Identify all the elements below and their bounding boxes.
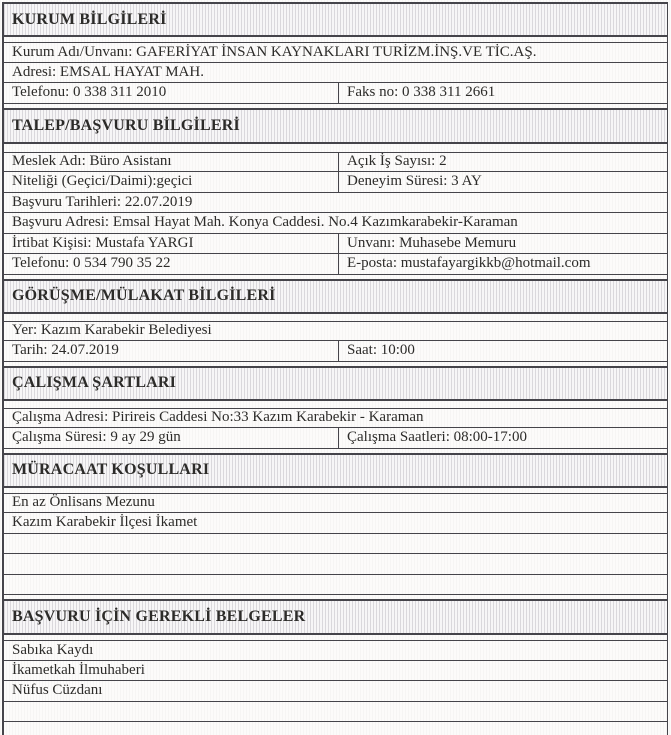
field-meslek-adi: Meslek Adı: Büro Asistanı (4, 153, 339, 172)
table-row (4, 428, 667, 449)
table-row (4, 152, 667, 173)
field-basvuru-tarihleri: Başvuru Tarihleri: 22.07.2019 (12, 193, 193, 210)
field-tarih: Tarih: 24.07.2019 (4, 341, 339, 361)
table-row (4, 83, 667, 104)
field-faks-no: Faks no: 0 338 311 2661 (347, 84, 496, 101)
field-saat: Saat: 10:00 (347, 342, 415, 359)
divider-gap (4, 401, 667, 408)
empty-row (4, 554, 667, 574)
document-item: İkametkah İlmuhaberi (12, 661, 145, 678)
section-title: ÇALIŞMA ŞARTLARI (12, 374, 177, 391)
section-title: GÖRÜŞME/MÜLAKAT BİLGİLERİ (12, 287, 276, 304)
section-header-kurum-bilgileri (4, 2, 667, 37)
section-header-calisma-sartlari (4, 366, 667, 401)
field-deneyim-suresi: Deneyim Süresi: 3 AY (347, 173, 482, 190)
field-kurum-adi-unvani: Kurum Adı/Unvanı: GAFERİYAT İNSAN KAYNAKLARI TURİZM.İNŞ.VE TİC.AŞ. (12, 43, 537, 60)
field-irtibat-kisisi: İrtibat Kişisi: Mustafa YARGI (4, 234, 339, 254)
table-row (4, 193, 667, 214)
document-item: Nüfus Cüzdanı (12, 682, 103, 699)
table-row (4, 640, 667, 661)
field-yer: Yer: Kazım Karabekir Belediyesi (12, 322, 212, 339)
field-adresi: Adresi: EMSAL HAYAT MAH. (12, 63, 204, 80)
table-row (4, 63, 667, 84)
section-header-basvuru-gerekli-belgeler (4, 599, 667, 635)
table-row (4, 234, 667, 255)
table-row (4, 172, 667, 193)
table-row (4, 661, 667, 682)
requirement-item: En az Önlisans Mezunu (12, 494, 155, 511)
section-header-muracaat-kosullari (4, 453, 667, 488)
section-header-talep-basvuru-bilgileri (4, 108, 667, 144)
section-title: TALEP/BAŞVURU BİLGİLERİ (12, 116, 240, 134)
table-row-empty (4, 702, 667, 723)
section-header-gorusme-mulakat-bilgileri (4, 279, 667, 314)
field-acik-is-sayisi: Açık İş Sayısı: 2 (347, 153, 447, 170)
table-row (4, 513, 667, 534)
table-row (4, 341, 667, 362)
field-calisma-adresi: Çalışma Adresi: Pirireis Caddesi No:33 Kazım Karabekir - Karaman (12, 409, 424, 426)
table-row (4, 408, 667, 429)
document-item: Sabıka Kaydı (12, 641, 94, 658)
table-row-empty (4, 575, 667, 596)
section-title: KURUM BİLGİLERİ (12, 10, 167, 28)
table-row (4, 213, 667, 234)
field-calisma-saatleri: Çalışma Saatleri: 08:00-17:00 (347, 429, 527, 446)
empty-row (4, 702, 667, 722)
field-telefonu: Telefonu: 0 338 311 2010 (4, 83, 339, 103)
table-row (4, 42, 667, 63)
table-row (4, 681, 667, 702)
section-title: BAŞVURU İÇİN GEREKLİ BELGELER (12, 608, 306, 625)
table-row-empty (4, 554, 667, 575)
field-niteligi: Niteliği (Geçici/Daimi):geçici (4, 172, 339, 192)
divider-gap (4, 144, 667, 152)
field-e-posta: E-posta: mustafayargikkb@hotmail.com (347, 255, 591, 272)
empty-row (4, 534, 667, 554)
section-title: MÜRACAAT KOŞULLARI (12, 461, 210, 478)
requirement-item: Kazım Karabekir İlçesi İkamet (12, 514, 198, 531)
table-row-empty (4, 534, 667, 555)
field-basvuru-adresi: Başvuru Adresi: Emsal Hayat Mah. Konya Caddesi. No.4 Kazımkarabekir-Karaman (12, 214, 518, 231)
empty-row (4, 575, 667, 595)
form-table (2, 2, 668, 735)
table-row (4, 321, 667, 342)
table-row (4, 493, 667, 514)
divider-gap (4, 314, 667, 321)
field-calisma-suresi: Çalışma Süresi: 9 ay 29 gün (4, 428, 339, 448)
table-row (4, 254, 667, 275)
field-unvani: Unvanı: Muhasebe Memuru (347, 234, 517, 251)
field-irtibat-telefonu: Telefonu: 0 534 790 35 22 (4, 254, 339, 274)
